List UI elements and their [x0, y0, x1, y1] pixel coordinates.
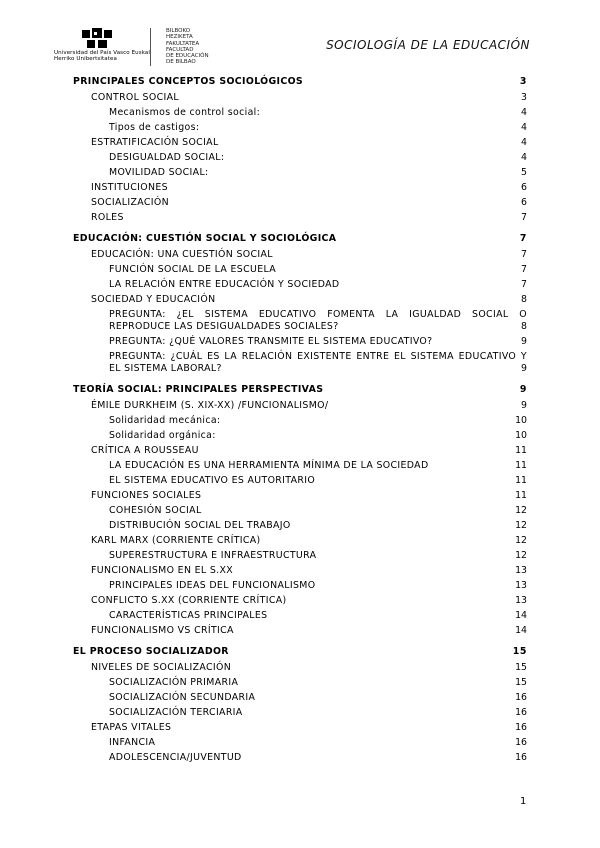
- faculty-line: DE BILBAO: [166, 59, 196, 66]
- university-name: [54, 50, 154, 62]
- university-name-es: Universidad del País Vasco: [54, 50, 130, 56]
- toc-entry-title: SOCIEDAD Y EDUCACIÓN: [91, 294, 216, 305]
- toc-entry-title: FUNCIÓN SOCIAL DE LA ESCUELA: [109, 264, 277, 275]
- toc-subsection-entry[interactable]: [73, 294, 527, 306]
- toc-subsubsection-entry[interactable]: [73, 520, 527, 532]
- faculty-line: DE EDUCACIÓN: [166, 53, 209, 60]
- toc-subsubsection-entry[interactable]: [73, 107, 527, 119]
- toc-entry-title: CARACTERÍSTICAS PRINCIPALES: [109, 610, 268, 621]
- toc-section-entry[interactable]: [73, 233, 527, 246]
- toc-entry-page: 13: [515, 595, 527, 606]
- toc-subsection-entry[interactable]: [73, 445, 527, 457]
- toc-subsubsection-entry[interactable]: [73, 677, 527, 689]
- toc-entry-title: SOCIALIZACIÓN SECUNDARIA: [109, 692, 256, 703]
- toc-entry-title: NIVELES DE SOCIALIZACIÓN: [91, 662, 232, 673]
- toc-subsubsection-entry[interactable]: [73, 475, 527, 487]
- toc-subsection-entry[interactable]: [73, 662, 527, 674]
- university-logo-icon: [80, 28, 114, 50]
- toc-entry-title: SOCIALIZACIÓN: [91, 197, 169, 208]
- toc-entry-title: Mecanismos de control social:: [109, 107, 261, 118]
- toc-entry-page: 9: [521, 336, 527, 347]
- toc-entry-page: 7: [519, 233, 527, 244]
- toc-entry-title: PREGUNTA: ¿EL SISTEMA EDUCATIVO FOMENTA LA IGUALDAD SOCIAL O REPRODUCE LAS DESIGUALDADES SOCIALES?: [109, 309, 527, 332]
- toc-subsection-entry[interactable]: [73, 625, 527, 637]
- toc-entry-page: 4: [521, 122, 527, 133]
- toc-entry-page: 6: [521, 182, 527, 193]
- toc-entry-title: LA RELACIÓN ENTRE EDUCACIÓN Y SOCIEDAD: [109, 279, 340, 290]
- toc-subsubsection-entry[interactable]: [73, 264, 527, 276]
- page-header: [0, 0, 600, 70]
- toc-subsubsection-entry[interactable]: [73, 336, 527, 348]
- toc-subsubsection-entry[interactable]: [73, 692, 527, 704]
- toc-subsection-entry[interactable]: [73, 595, 527, 607]
- toc-entry-page: 9: [519, 384, 527, 395]
- toc-entry-page: 11: [515, 445, 527, 456]
- toc-entry-title: INSTITUCIONES: [91, 182, 168, 193]
- toc-entry-title: SUPERESTRUCTURA E INFRAESTRUCTURA: [109, 550, 317, 561]
- toc-entry-page: 8: [521, 321, 527, 332]
- toc-entry-page: 13: [515, 580, 527, 591]
- toc-entry-page: 14: [515, 625, 527, 636]
- toc-subsubsection-entry[interactable]: [73, 550, 527, 562]
- toc-subsubsection-entry[interactable]: [73, 580, 527, 592]
- toc-entry-page: 11: [515, 460, 527, 471]
- toc-entry-title: Solidaridad mecánica:: [109, 415, 221, 426]
- toc-entry-title: Solidaridad orgánica:: [109, 430, 216, 441]
- toc-section-entry[interactable]: [73, 76, 527, 89]
- toc-entry-page: 7: [521, 279, 527, 290]
- toc-entry-title: EDUCACIÓN: CUESTIÓN SOCIAL Y SOCIOLÓGICA: [73, 233, 337, 244]
- toc-entry-page: 9: [521, 363, 527, 374]
- toc-subsection-entry[interactable]: [73, 197, 527, 209]
- toc-entry-title: FUNCIONALISMO VS CRÍTICA: [91, 625, 234, 636]
- toc-subsection-entry[interactable]: [73, 565, 527, 577]
- toc-entry-page: 3: [521, 92, 527, 103]
- faculty-line: FAKULTATEA: [166, 40, 200, 47]
- toc-entry-page: 9: [521, 400, 527, 411]
- toc-subsubsection-entry[interactable]: [73, 152, 527, 164]
- toc-entry-title: KARL MARX (CORRIENTE CRÍTICA): [91, 535, 261, 546]
- toc-subsubsection-entry[interactable]: [73, 279, 527, 291]
- toc-subsection-entry[interactable]: [73, 137, 527, 149]
- toc-entry-title: COHESIÓN SOCIAL: [109, 505, 202, 516]
- toc-subsection-entry[interactable]: [73, 535, 527, 547]
- table-of-contents: [73, 76, 527, 764]
- toc-entry-page: 16: [515, 722, 527, 733]
- toc-subsection-entry[interactable]: [73, 490, 527, 502]
- toc-entry-title: ADOLESCENCIA/JUVENTUD: [109, 752, 242, 763]
- toc-entry-page: 11: [515, 475, 527, 486]
- toc-subsubsection-entry[interactable]: [73, 610, 527, 622]
- toc-entry-page: 16: [515, 692, 527, 703]
- toc-entry-title: DISTRIBUCIÓN SOCIAL DEL TRABAJO: [109, 520, 291, 531]
- toc-entry-page: 8: [521, 294, 527, 305]
- toc-subsubsection-entry[interactable]: [73, 752, 527, 764]
- toc-subsubsection-entry[interactable]: [73, 430, 527, 442]
- toc-entry-page: 7: [521, 249, 527, 260]
- toc-entry-page: 3: [519, 76, 527, 87]
- toc-section-entry[interactable]: [73, 384, 527, 397]
- toc-entry-title: PREGUNTA: ¿QUÉ VALORES TRANSMITE EL SISTEMA EDUCATIVO?: [109, 336, 433, 347]
- toc-entry-title: PRINCIPALES IDEAS DEL FUNCIONALISMO: [109, 580, 316, 591]
- toc-subsubsection-entry[interactable]: [73, 460, 527, 472]
- toc-entry-title: ETAPAS VITALES: [91, 722, 172, 733]
- faculty-line: FACULTAD: [166, 46, 194, 53]
- toc-entry-title: FUNCIONES SOCIALES: [91, 490, 202, 501]
- toc-subsection-entry[interactable]: [73, 722, 527, 734]
- toc-entry-title: ROLES: [91, 212, 124, 223]
- toc-entry-title: SOCIALIZACIÓN TERCIARIA: [109, 707, 243, 718]
- toc-entry-page: 12: [515, 550, 527, 561]
- toc-subsubsection-entry[interactable]: [73, 351, 527, 375]
- toc-entry-title: CRÍTICA A ROUSSEAU: [91, 445, 199, 456]
- logo-divider: [150, 28, 151, 66]
- toc-subsection-entry[interactable]: [73, 400, 527, 412]
- toc-subsection-entry[interactable]: [73, 212, 527, 224]
- toc-entry-title: ESTRATIFICACIÓN SOCIAL: [91, 137, 219, 148]
- toc-entry-page: 6: [521, 197, 527, 208]
- toc-entry-page: 10: [515, 415, 527, 426]
- faculty-line: BILBOKO: [166, 28, 191, 34]
- toc-entry-page: 12: [515, 520, 527, 531]
- toc-subsubsection-entry[interactable]: [73, 309, 527, 333]
- toc-entry-page: 11: [515, 490, 527, 501]
- toc-entry-page: 16: [515, 737, 527, 748]
- toc-subsubsection-entry[interactable]: [73, 737, 527, 749]
- toc-entry-title: PREGUNTA: ¿CUÁL ES LA RELACIÓN EXISTENTE ENTRE EL SISTEMA EDUCATIVO Y EL SISTEMA LABORAL?: [109, 351, 527, 374]
- toc-entry-page: 7: [521, 212, 527, 223]
- toc-entry-title: DESIGUALDAD SOCIAL:: [109, 152, 225, 163]
- toc-entry-page: 4: [521, 152, 527, 163]
- toc-entry-page: 16: [515, 707, 527, 718]
- toc-entry-page: 15: [512, 646, 527, 657]
- faculty-line: HEZIKETA: [166, 34, 193, 41]
- toc-entry-title: MOVILIDAD SOCIAL:: [109, 167, 209, 178]
- toc-entry-title: FUNCIONALISMO EN EL S.XX: [91, 565, 233, 576]
- toc-entry-page: 16: [515, 752, 527, 763]
- toc-entry-page: 12: [515, 505, 527, 516]
- toc-subsubsection-entry[interactable]: [73, 122, 527, 134]
- toc-entry-title: EL SISTEMA EDUCATIVO ES AUTORITARIO: [109, 475, 316, 486]
- faculty-name: [166, 28, 246, 66]
- toc-entry-page: 13: [515, 565, 527, 576]
- toc-entry-page: 10: [515, 430, 527, 441]
- toc-entry-page: 7: [521, 264, 527, 275]
- toc-subsubsection-entry[interactable]: [73, 415, 527, 427]
- toc-subsubsection-entry[interactable]: [73, 505, 527, 517]
- toc-entry-page: 15: [515, 662, 527, 673]
- toc-section-entry[interactable]: [73, 646, 527, 659]
- university-name-eu: Euskal Herriko Unibertsitatea: [54, 50, 151, 62]
- toc-entry-page: 4: [521, 137, 527, 148]
- toc-entry-title: SOCIALIZACIÓN PRIMARIA: [109, 677, 239, 688]
- toc-entry-title: PRINCIPALES CONCEPTOS SOCIOLÓGICOS: [73, 76, 304, 87]
- toc-entry-title: EDUCACIÓN: UNA CUESTIÓN SOCIAL: [91, 249, 273, 260]
- toc-subsection-entry[interactable]: [73, 249, 527, 261]
- toc-entry-page: 4: [521, 107, 527, 118]
- toc-subsection-entry[interactable]: [73, 182, 527, 194]
- toc-entry-title: ÉMILE DURKHEIM (S. XIX-XX) /FUNCIONALISMO/: [91, 400, 329, 411]
- toc-entry-page: 12: [515, 535, 527, 546]
- document-title: SOCIOLOGÍA DE LA EDUCACIÓN: [326, 38, 530, 52]
- toc-subsection-entry[interactable]: [73, 92, 527, 104]
- toc-entry-title: LA EDUCACIÓN ES UNA HERRAMIENTA MÍNIMA DE LA SOCIEDAD: [109, 460, 429, 471]
- toc-entry-title: CONFLICTO S.XX (CORRIENTE CRÍTICA): [91, 595, 287, 606]
- toc-entry-page: 5: [521, 167, 527, 178]
- toc-subsubsection-entry[interactable]: [73, 707, 527, 719]
- toc-subsubsection-entry[interactable]: [73, 167, 527, 179]
- toc-entry-title: CONTROL SOCIAL: [91, 92, 179, 103]
- toc-entry-title: Tipos de castigos:: [109, 122, 200, 133]
- toc-entry-page: 14: [515, 610, 527, 621]
- toc-entry-title: TEORÍA SOCIAL: PRINCIPALES PERSPECTIVAS: [73, 384, 324, 395]
- toc-entry-title: EL PROCESO SOCIALIZADOR: [73, 646, 229, 657]
- toc-entry-title: INFANCIA: [109, 737, 156, 748]
- toc-entry-page: 15: [515, 677, 527, 688]
- page-number: 1: [520, 796, 527, 807]
